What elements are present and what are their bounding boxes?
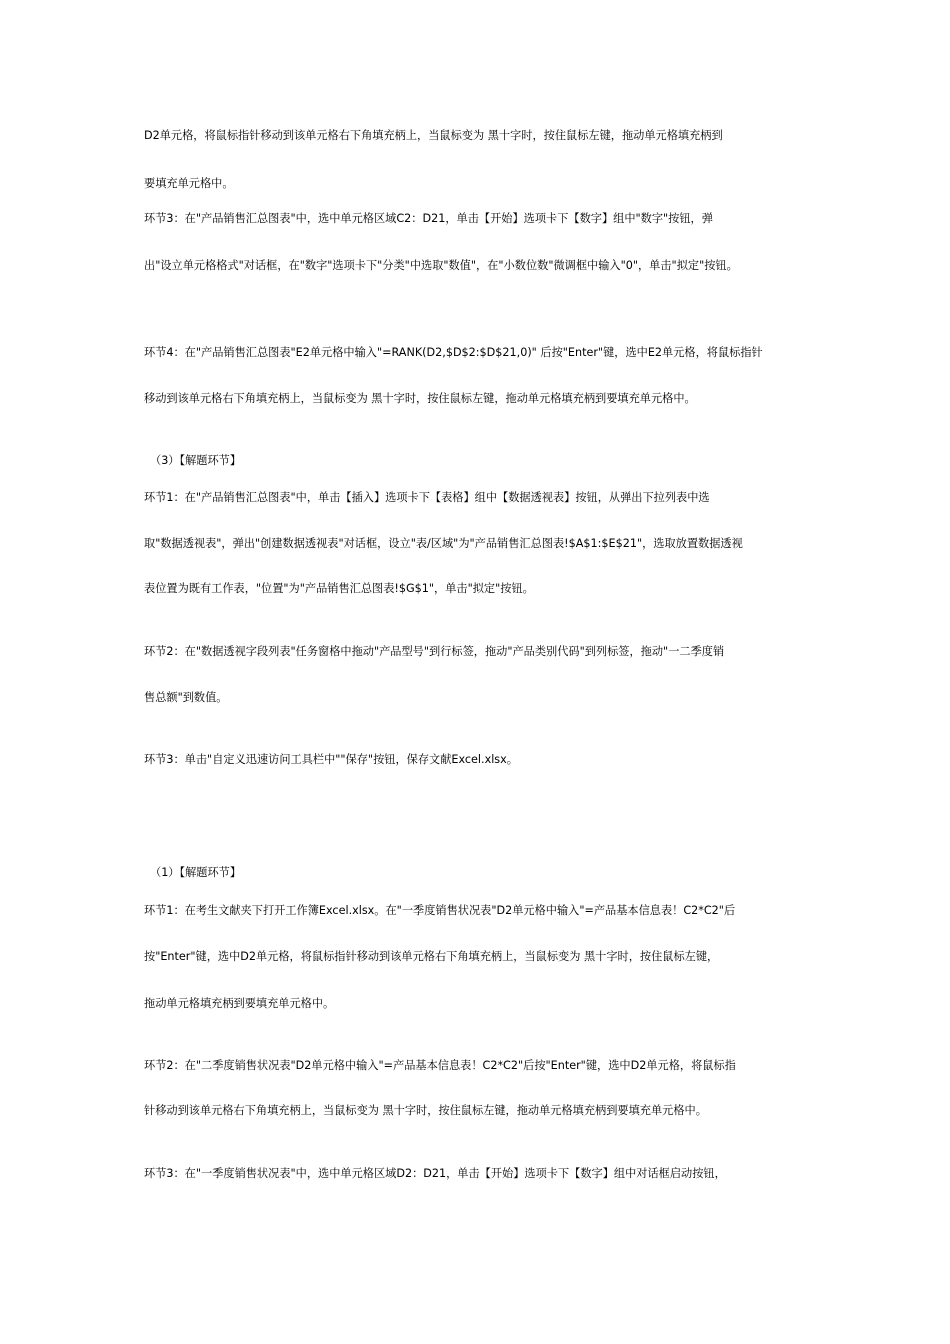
text-line: 环节1：在考生文献夹下打开工作簿Excel.xlsx。在"一季度销售状况表"D2单元格中输入"=产品基本信息表！C2*C2"后: [144, 904, 736, 917]
text-line: 移动到该单元格右下角填充柄上，当鼠标变为 黑十字时，按住鼠标左键，拖动单元格填充柄到要填充单元格中。: [144, 392, 696, 405]
text-line: 表位置为既有工作表，"位置"为"产品销售汇总图表!$G$1"，单击"拟定"按钮。: [144, 582, 534, 595]
text-line: 售总额"到数值。: [144, 691, 228, 704]
text-line: 拖动单元格填充柄到要填充单元格中。: [144, 997, 335, 1010]
text-line: 环节1：在"产品销售汇总图表"中，单击【插入】选项卡下【表格】组中【数据透视表】按钮，从弹出下拉列表中选: [144, 491, 710, 504]
text-line: 针移动到该单元格右下角填充柄上，当鼠标变为 黑十字时，按住鼠标左键，拖动单元格填充柄到要填充单元格中。: [144, 1104, 707, 1117]
text-line: 环节3：在"一季度销售状况表"中，选中单元格区域D2：D21，单击【开始】选项卡下【数字】组中对话框启动按钮，: [144, 1167, 726, 1180]
text-line: 环节4：在"产品销售汇总图表"E2单元格中输入"=RANK(D2,$D$2:$D$21,0)" 后按"Enter"键，选中E2单元格，将鼠标指针: [144, 346, 763, 359]
text-line: 环节3：单击"自定义迅速访问工具栏中""保存"按钮，保存文献Excel.xlsx。: [144, 753, 518, 766]
section-heading: （1）【解题环节】: [150, 866, 242, 879]
text-line: 取"数据透视表"，弹出"创建数据透视表"对话框，设立"表/区域"为"产品销售汇总图表!$A$1:$E$21"，选取放置数据透视: [144, 537, 743, 550]
section-heading: （3）【解题环节】: [150, 454, 242, 467]
text-line: 按"Enter"键，选中D2单元格，将鼠标指针移动到该单元格右下角填充柄上，当鼠标变为 黑十字时，按住鼠标左键，: [144, 950, 719, 963]
text-line: D2单元格，将鼠标指针移动到该单元格右下角填充柄上，当鼠标变为 黑十字时，按住鼠标左键，拖动单元格填充柄到: [144, 129, 723, 142]
text-line: 要填充单元格中。: [144, 177, 234, 190]
text-line: 环节3：在"产品销售汇总图表"中，选中单元格区域C2：D21，单击【开始】选项卡下【数字】组中"数字"按钮，弹: [144, 212, 713, 225]
text-line: 环节2：在"二季度销售状况表"D2单元格中输入"=产品基本信息表！C2*C2"后按"Enter"键，选中D2单元格，将鼠标指: [144, 1059, 736, 1072]
text-line: 环节2：在"数据透视字段列表"任务窗格中拖动"产品型号"到行标签，拖动"产品类别代码"到列标签，拖动"一二季度销: [144, 645, 725, 658]
text-line: 出"设立单元格格式"对话框，在"数字"选项卡下"分类"中选取"数值"，在"小数位数"微调框中输入"0"，单击"拟定"按钮。: [144, 259, 738, 272]
